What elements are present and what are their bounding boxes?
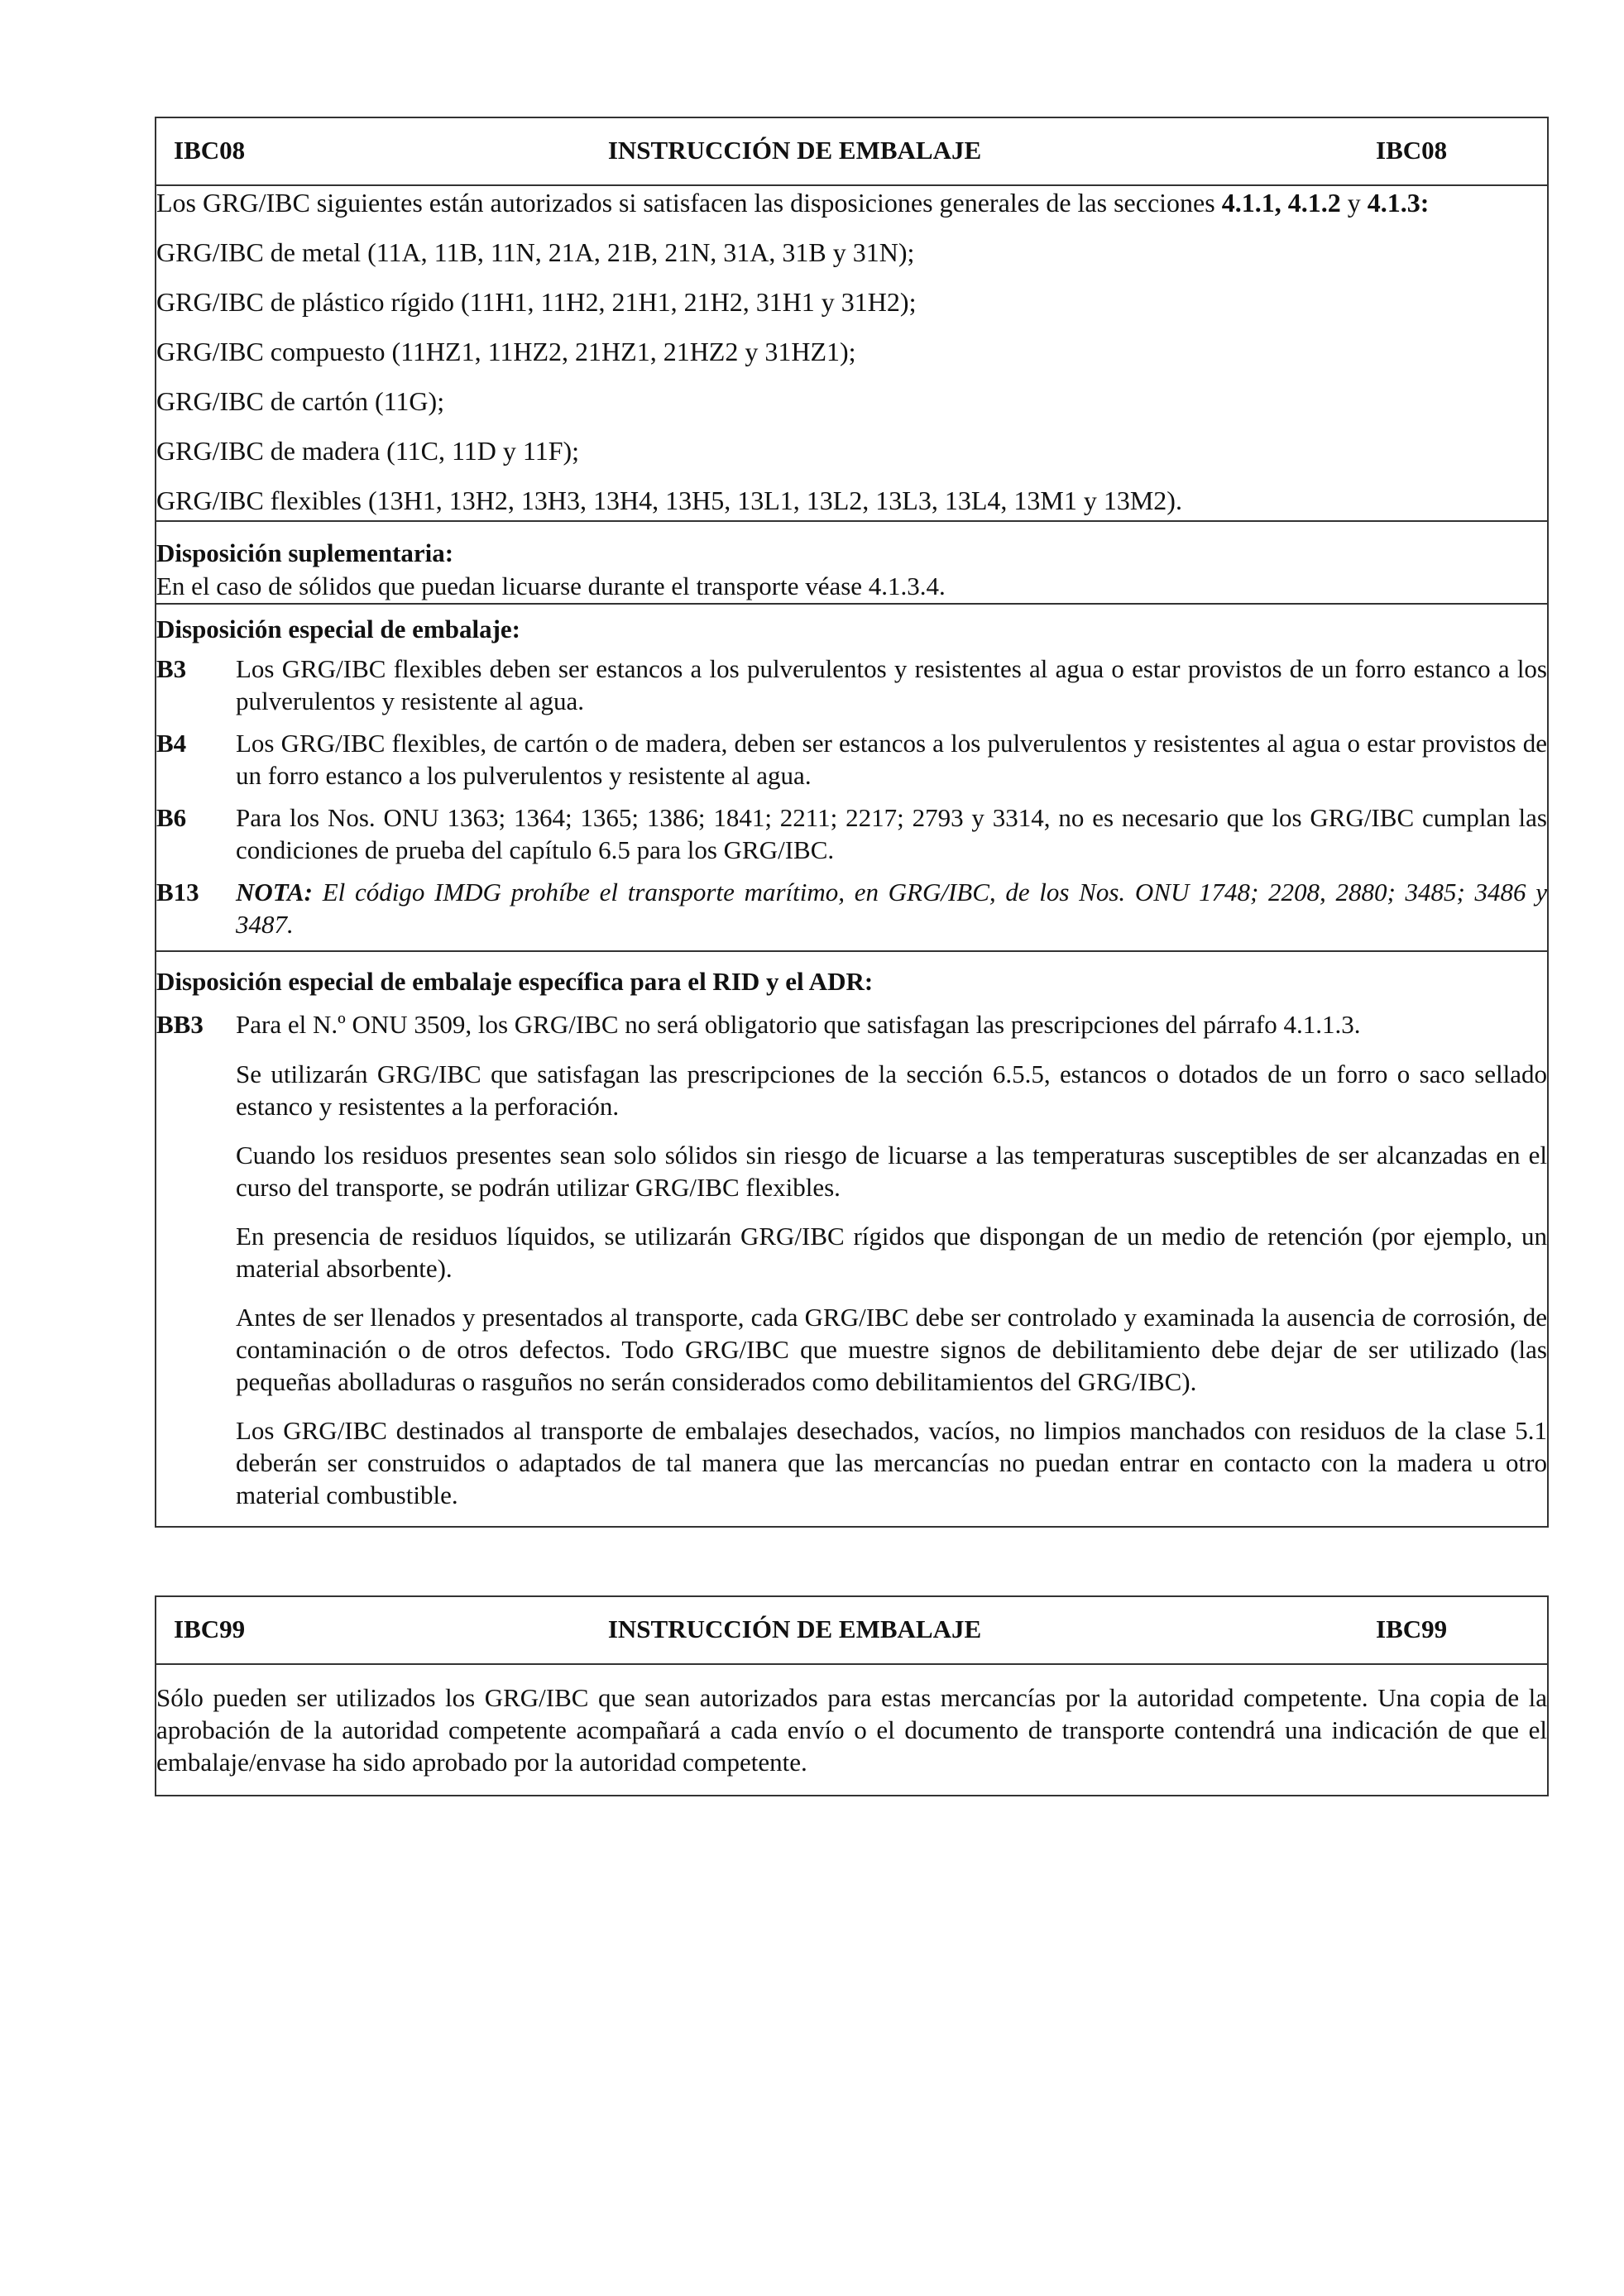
provision-b6 bbox=[156, 801, 1547, 866]
ibc-type-item: GRG/IBC de metal (11A, 11B, 11N, 21A, 21B, 21N, 31A, 31B y 31N); bbox=[156, 237, 915, 267]
ibc08-code-right: IBC08 bbox=[1376, 136, 1448, 165]
bb3-paragraph: Antes de ser llenados y presentados al transporte, cada GRG/IBC debe ser controlado y examinada la ausencia de corrosión, de contaminación o de otros defectos. Todo GRG/IBC que muestre signos de debilitamiento debe dejar de ser utilizado (las pequeñas abolladuras o rasguños no serán considerados como debilitamientos del GRG/IBC). bbox=[236, 1303, 1547, 1396]
special-packing-provision bbox=[156, 604, 1548, 951]
special-provision-title: Disposición especial de embalaje: bbox=[156, 615, 520, 643]
ibc99-instruction-table bbox=[155, 1595, 1549, 1796]
provision-code: B6 bbox=[156, 803, 187, 832]
intro-and: y bbox=[1340, 188, 1368, 218]
provision-text: Para los Nos. ONU 1363; 1364; 1365; 1386; 1841; 2211; 2217; 2793 y 3314, no es necesario que los GRG/IBC cumplan las condiciones de prueba del capítulo 6.5 para los GRG/IBC. bbox=[236, 803, 1547, 864]
ibc08-title: INSTRUCCIÓN DE EMBALAJE bbox=[607, 136, 982, 165]
bb3-paragraph: Los GRG/IBC destinados al transporte de embalajes desechados, vacíos, no limpios manchados con residuos de la clase 5.1 deberán ser construidos o adaptados de tal manera que las mercancías no puedan entrar en contacto con la madera u otro material combustible. bbox=[236, 1416, 1547, 1509]
note-text: El código IMDG prohíbe el transporte marítimo, en GRG/IBC, de los Nos. ONU 1748; 2208, 2880; 3485; 3486 y 3487. bbox=[236, 878, 1547, 939]
box-gap bbox=[155, 1528, 1549, 1595]
provision-code: B13 bbox=[156, 878, 199, 906]
provision-b4 bbox=[156, 727, 1547, 792]
rid-adr-title: Disposición especial de embalaje específica para el RID y el ADR: bbox=[156, 967, 874, 996]
ibc99-header bbox=[156, 1596, 1548, 1664]
supplementary-text: En el caso de sólidos que puedan licuarse durante el transporte véase 4.1.3.4. bbox=[156, 572, 946, 600]
supplementary-provision bbox=[156, 521, 1548, 604]
ibc99-title: INSTRUCCIÓN DE EMBALAJE bbox=[607, 1614, 982, 1643]
ibc99-code-left: IBC99 bbox=[174, 1614, 246, 1643]
provision-b13 bbox=[156, 876, 1547, 940]
ibc-type-item: GRG/IBC de madera (11C, 11D y 11F); bbox=[156, 436, 580, 466]
rid-adr-provision bbox=[156, 951, 1548, 1527]
ibc-type-item: GRG/IBC de cartón (11G); bbox=[156, 386, 445, 416]
bb3-paragraph: Cuando los residuos presentes sean solo sólidos sin riesgo de licuarse a las temperaturas susceptibles de ser alcanzadas en el curso del transporte, se podrán utilizar GRG/IBC flexibles. bbox=[236, 1141, 1547, 1202]
provision-note bbox=[236, 876, 1547, 940]
intro-refs-1: 4.1.1, 4.1.2 bbox=[1221, 188, 1341, 218]
ibc08-instruction-table bbox=[155, 117, 1549, 1528]
provision-text: Los GRG/IBC flexibles deben ser estancos a los pulverulentos y resistentes al agua o estar provistos de un forro estanco a los pulverulentos y resistente al agua. bbox=[236, 654, 1547, 715]
provision-code: B3 bbox=[156, 654, 187, 683]
ibc-type-item: GRG/IBC flexibles (13H1, 13H2, 13H3, 13H4, 13H5, 13L1, 13L2, 13L3, 13L4, 13M1 y 13M2). bbox=[156, 486, 1182, 515]
intro-text: Los GRG/IBC siguientes están autorizados si satisfacen las disposiciones generales de las secciones bbox=[156, 188, 1222, 218]
supplementary-title: Disposición suplementaria: bbox=[156, 538, 454, 567]
ibc08-intro bbox=[156, 186, 1547, 219]
intro-refs-2: 4.1.3: bbox=[1367, 188, 1430, 218]
provision-bb3 bbox=[156, 1008, 1547, 1041]
ibc99-body bbox=[156, 1664, 1548, 1796]
provision-code: B4 bbox=[156, 729, 187, 758]
provision-text: Los GRG/IBC flexibles, de cartón o de madera, deben ser estancos a los pulverulentos y resistentes al agua o estar provistos de un forro estanco a los pulverulentos y resistente al agua. bbox=[236, 729, 1547, 790]
ibc08-code-left: IBC08 bbox=[174, 136, 246, 165]
ibc08-authorized-types bbox=[156, 185, 1548, 521]
note-label: NOTA: bbox=[236, 878, 313, 906]
ibc-type-item: GRG/IBC de plástico rígido (11H1, 11H2, 21H1, 21H2, 31H1 y 31H2); bbox=[156, 287, 917, 317]
ibc-type-item: GRG/IBC compuesto (11HZ1, 11HZ2, 21HZ1, 21HZ2 y 31HZ1); bbox=[156, 337, 856, 366]
provision-b3 bbox=[156, 653, 1547, 717]
provision-code: BB3 bbox=[156, 1010, 204, 1039]
ibc99-text: Sólo pueden ser utilizados los GRG/IBC que sean autorizados para estas mercancías por la autoridad competente. Una copia de la aprobación de la autoridad competente acompañará a cada envío o el documento de transporte contendrá una indicación de que el embalaje/envase ha sido aprobado por la autoridad competente. bbox=[156, 1683, 1547, 1777]
bb3-paragraph: En presencia de residuos líquidos, se utilizarán GRG/IBC rígidos que dispongan de un medio de retención (por ejemplo, un material absorbente). bbox=[236, 1222, 1547, 1283]
bb3-paragraph: Se utilizarán GRG/IBC que satisfagan las prescripciones de la sección 6.5.5, estancos o dotados de un forro o saco sellado estanco y resistentes a la perforación. bbox=[236, 1060, 1547, 1121]
provision-text: Para el N.º ONU 3509, los GRG/IBC no será obligatorio que satisfagan las prescripciones del párrafo 4.1.1.3. bbox=[236, 1010, 1361, 1039]
document-page bbox=[155, 117, 1549, 1796]
ibc08-header bbox=[156, 117, 1548, 185]
ibc99-code-right: IBC99 bbox=[1376, 1614, 1448, 1643]
